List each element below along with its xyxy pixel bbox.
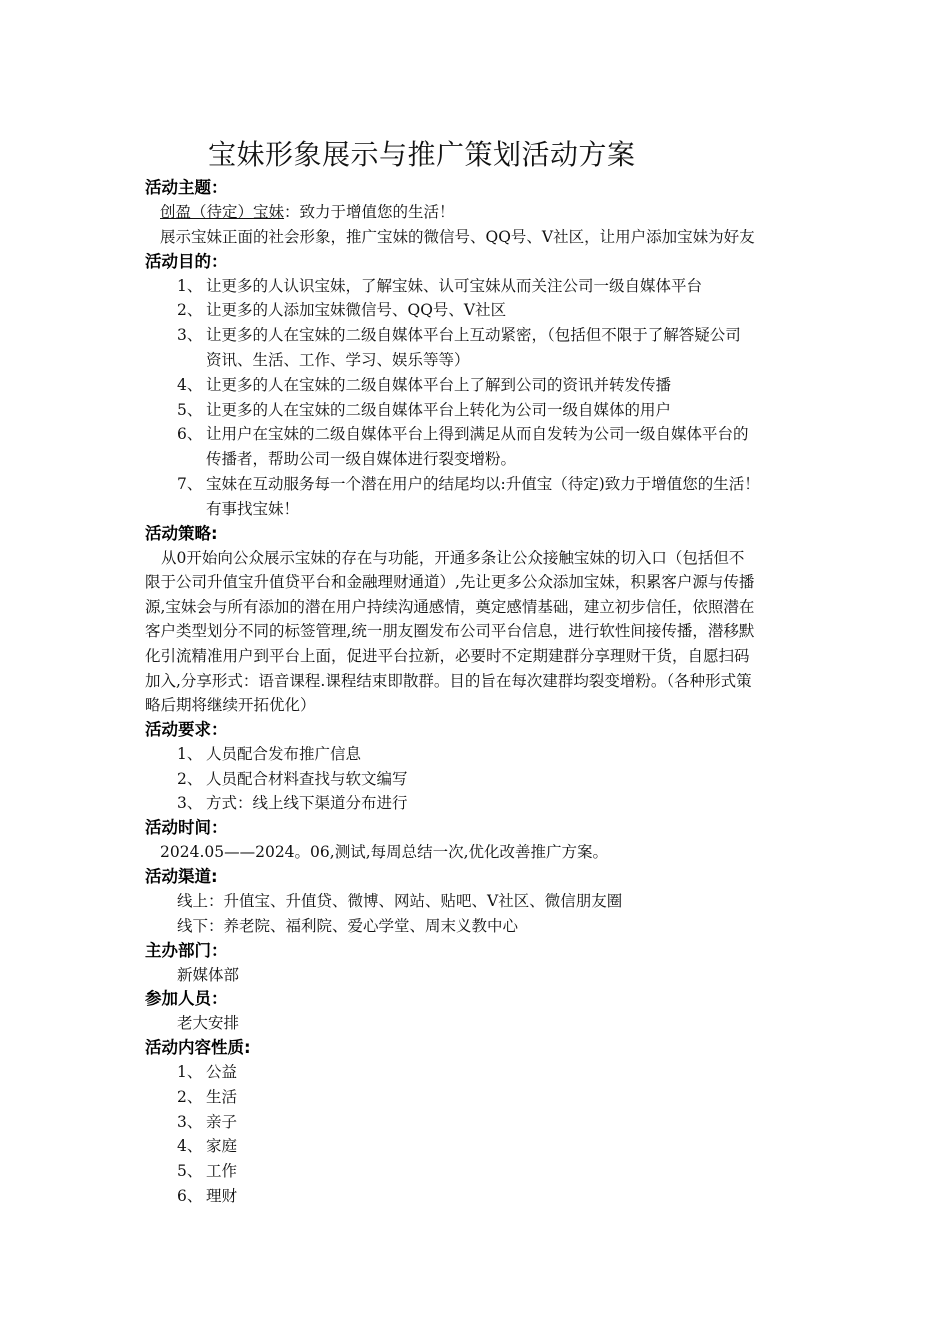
- section-heading-purpose: 活动目的：: [145, 251, 228, 271]
- section-heading-channels: 活动渠道:: [145, 866, 218, 886]
- section-heading-theme: 活动主题：: [145, 178, 228, 197]
- section-heading-participants: 参加人员：: [145, 989, 228, 1009]
- section-heading-nature: 活动内容性质:: [145, 1038, 251, 1058]
- organizer-value: 新媒体部: [177, 965, 240, 984]
- requirements-list: [145, 742, 810, 816]
- list-item: 7、 宝妹在互动服务每一个潜在用户的结尾均以:升值宝（待定)致力于增值您的生活！ 有事找宝妹！: [177, 474, 760, 518]
- list-item: 5、 工作: [177, 1162, 238, 1181]
- list-item: 2、 人员配合材料查找与软文编写: [177, 769, 408, 788]
- theme-line-1: [145, 200, 810, 225]
- theme-name-underlined: 创盈（待定）宝妹: [160, 203, 285, 221]
- theme-line-2: 展示宝妹正面的社会形象，推广宝妹的微信号、QQ号、V社区，让用户添加宝妹为好友: [160, 227, 755, 246]
- list-item: 6、 让用户在宝妹的二级自媒体平台上得到满足从而自发转为公司一级自媒体平台的 传播者，帮助公司一级自媒体进行裂变增粉。: [177, 425, 749, 469]
- list-item: 4、 家庭: [177, 1137, 238, 1156]
- list-item: 5、 让更多的人在宝妹的二级自媒体平台上转化为公司一级自媒体的用户: [177, 400, 672, 419]
- section-heading-organizer: 主办部门：: [145, 940, 228, 960]
- list-item: 4、 让更多的人在宝妹的二级自媒体平台上了解到公司的资讯并转发传播: [177, 375, 672, 394]
- list-item: 1、 公益: [177, 1063, 238, 1082]
- list-item: 1、 人员配合发布推广信息: [177, 744, 362, 763]
- purpose-list: [145, 274, 810, 522]
- list-item: 2、 生活: [177, 1087, 238, 1106]
- list-item: 2、 让更多的人添加宝妹微信号、QQ号、V社区: [177, 301, 507, 320]
- theme-slogan: ：致力于增值您的生活！: [284, 203, 455, 221]
- list-item: 3、 方式：线上线下渠道分布进行: [177, 794, 408, 813]
- list-item: 6、 理财: [177, 1187, 238, 1206]
- section-heading-time: 活动时间：: [145, 818, 228, 838]
- list-item: 1、 让更多的人认识宝妹，了解宝妹、认可宝妹从而关注公司一级自媒体平台: [177, 276, 703, 295]
- channels-offline: 线下：养老院、福利院、爱心学堂、周末义教中心: [177, 916, 519, 935]
- nature-list: [145, 1060, 810, 1209]
- document-title: 宝妹形象展示与推广策划活动方案: [208, 138, 636, 171]
- strategy-paragraph: 从0开始向公众展示宝妹的存在与功能，开通多条让公众接触宝妹的切入口（包括但不 限于公司升值宝升值贷平台和金融理财通道）,先让更多公众添加宝妹，积累客户源与传播 源,宝妹会与所有添加的潜在用户持续沟通感情，奠定感情基础，建立初步信任，依照潜在 客户类型划分不同的标签管理,统一朋友圈发布公司平台信息，进行软性间接传播，潜移默 化引流精准用户到平台上面，促进平台拉新，必要时不定期建群分享理财干货，自愿扫码 加入,分享形式：语音课程.课程结束即散群。目的旨在每次建群均裂变增粉。（各种形式策 略后期将继续开拓优化）: [145, 548, 755, 715]
- participants-value: 老大安排: [177, 1014, 240, 1033]
- list-item: 3、 让更多的人在宝妹的二级自媒体平台上互动紧密，（包括但不限于了解答疑公司 资讯、生活、工作、学习、娱乐等等）: [177, 326, 741, 369]
- section-heading-strategy: 活动策略:: [145, 523, 218, 543]
- section-heading-requirements: 活动要求：: [145, 719, 228, 739]
- channels-online: 线上：升值宝、升值贷、微博、网站、贴吧、V社区、微信朋友圈: [177, 891, 623, 910]
- list-item: 3、 亲子: [177, 1112, 238, 1131]
- document-body: [145, 176, 810, 1209]
- time-text: 2024.05——2024。06,测试,每周总结一次,优化改善推广方案。: [160, 843, 609, 862]
